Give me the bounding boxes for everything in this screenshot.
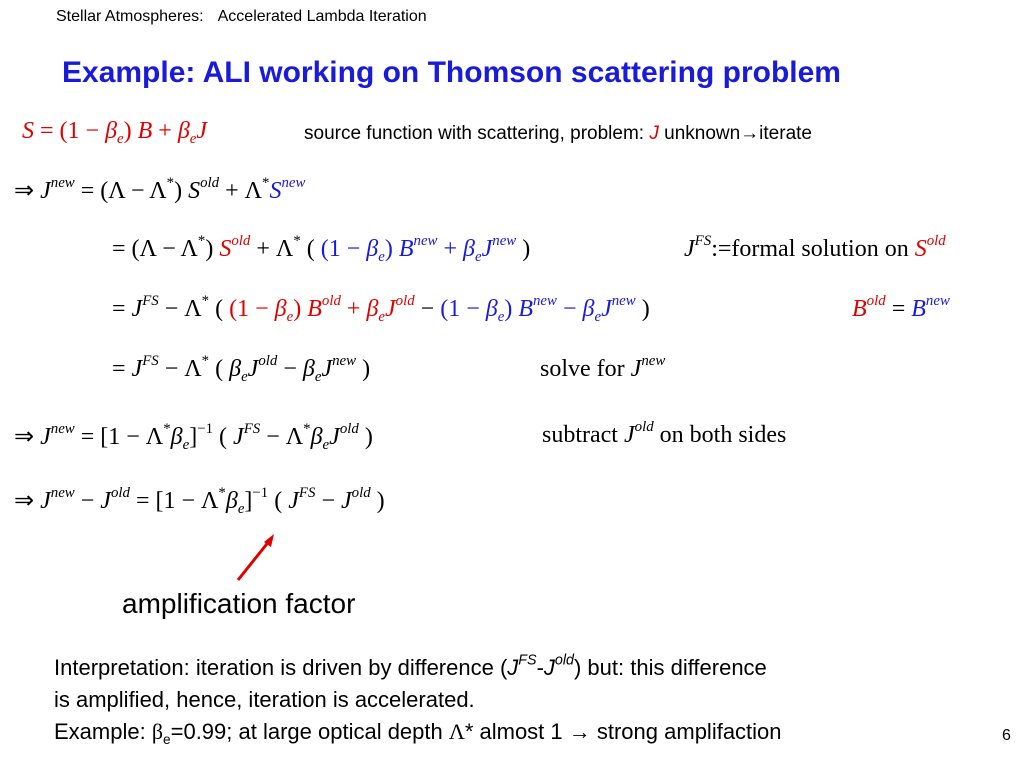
amplification-label: amplification factor — [122, 588, 356, 619]
note-var-j: J — [649, 123, 659, 144]
equation-difference: ⇒ $J^{new} - J^{old} = [1 - \Lambda^*\beta_e]^{-1}$ ( $J^{FS} - J^{old}$ ) — [14, 484, 385, 518]
page-number: 6 — [1002, 727, 1011, 744]
both-sides-text: on both sides — [653, 422, 787, 448]
equation-jnew-4: = $J^{FS} - \Lambda^*$ ( $\beta_eJ^{old} - \beta_eJ^{new}$ ) — [112, 352, 371, 386]
interp-line1-b: ) but: this difference — [573, 655, 767, 680]
interpretation-line-3: Example: $\beta_e=0.99$; at large optical depth Λ* almost 1 → strong amplifaction — [54, 719, 782, 747]
solve-for-note: solve for $J^{new}$ — [540, 352, 666, 382]
interpretation-text — [54, 652, 1014, 748]
source-function-note — [304, 123, 812, 145]
slide-header — [56, 8, 427, 26]
equation-jnew-2: = (Λ − Λ*) $S^{old} + \Lambda^*$ ( $(1 - \beta_e)$ $B^{new} + \beta_eJ^{new}$ ) — [112, 232, 531, 266]
interpretation-line-2: is amplified, hence, iteration is accelerated. — [54, 687, 475, 712]
interp-line1-a: Interpretation: iteration is driven by difference ( — [54, 655, 508, 680]
subtract-note: subtract $J^{old}$ on both sides — [542, 418, 787, 448]
interp-line3-a: Example: — [54, 719, 152, 744]
interp-line3-b: =0.99; at large optical depth — [170, 719, 449, 744]
equation-jnew-solved: ⇒ $J^{new} = [1 - \Lambda^*\beta_e]^{-1}$ ( $J^{FS} - \Lambda^*\beta_eJ^{old}$ ) — [14, 420, 373, 454]
equation-jnew-3: = $J^{FS} - \Lambda^*$ ( $(1 - \beta_e)$ $B^{old} + \beta_eJ^{old} - (1 - \beta_e) B^{new} - \beta_eJ^{new}$ ) — [112, 292, 650, 326]
b-old-equals-b-new: $B^{old} = B^{new}$ — [852, 292, 950, 322]
formal-text: :=formal solution on — [711, 236, 915, 262]
note-prefix: source function with scattering, problem: — [304, 123, 650, 144]
slide-title: Example: ALI working on Thomson scattering problem — [62, 56, 841, 89]
arrow-icon — [230, 530, 280, 586]
note-suffix: unknown→iterate — [658, 123, 812, 144]
subtract-text: subtract — [542, 422, 624, 448]
header-course: Stellar Atmospheres: — [56, 8, 204, 25]
equation-jnew-1: ⇒ $J^{new} = (\Lambda - \Lambda^*) S^{old} + \Lambda^*S^{new}$ — [14, 174, 306, 204]
solve-for-text: solve for — [540, 356, 631, 382]
formal-solution-note: $J^{FS}:=formal$ solution on $S^{old}$ — [684, 232, 946, 262]
header-topic: Accelerated Lambda Iteration — [217, 8, 427, 25]
equation-source-function: $S = (1 - \beta_e)$ $B + \beta_eJ$ — [22, 118, 208, 148]
interp-line3-c: * almost 1 → strong amplifaction — [464, 719, 782, 744]
interpretation-line-1: Interpretation: iteration is driven by difference $(J^{FS}-J^{old})$ but: this difference — [54, 652, 767, 680]
